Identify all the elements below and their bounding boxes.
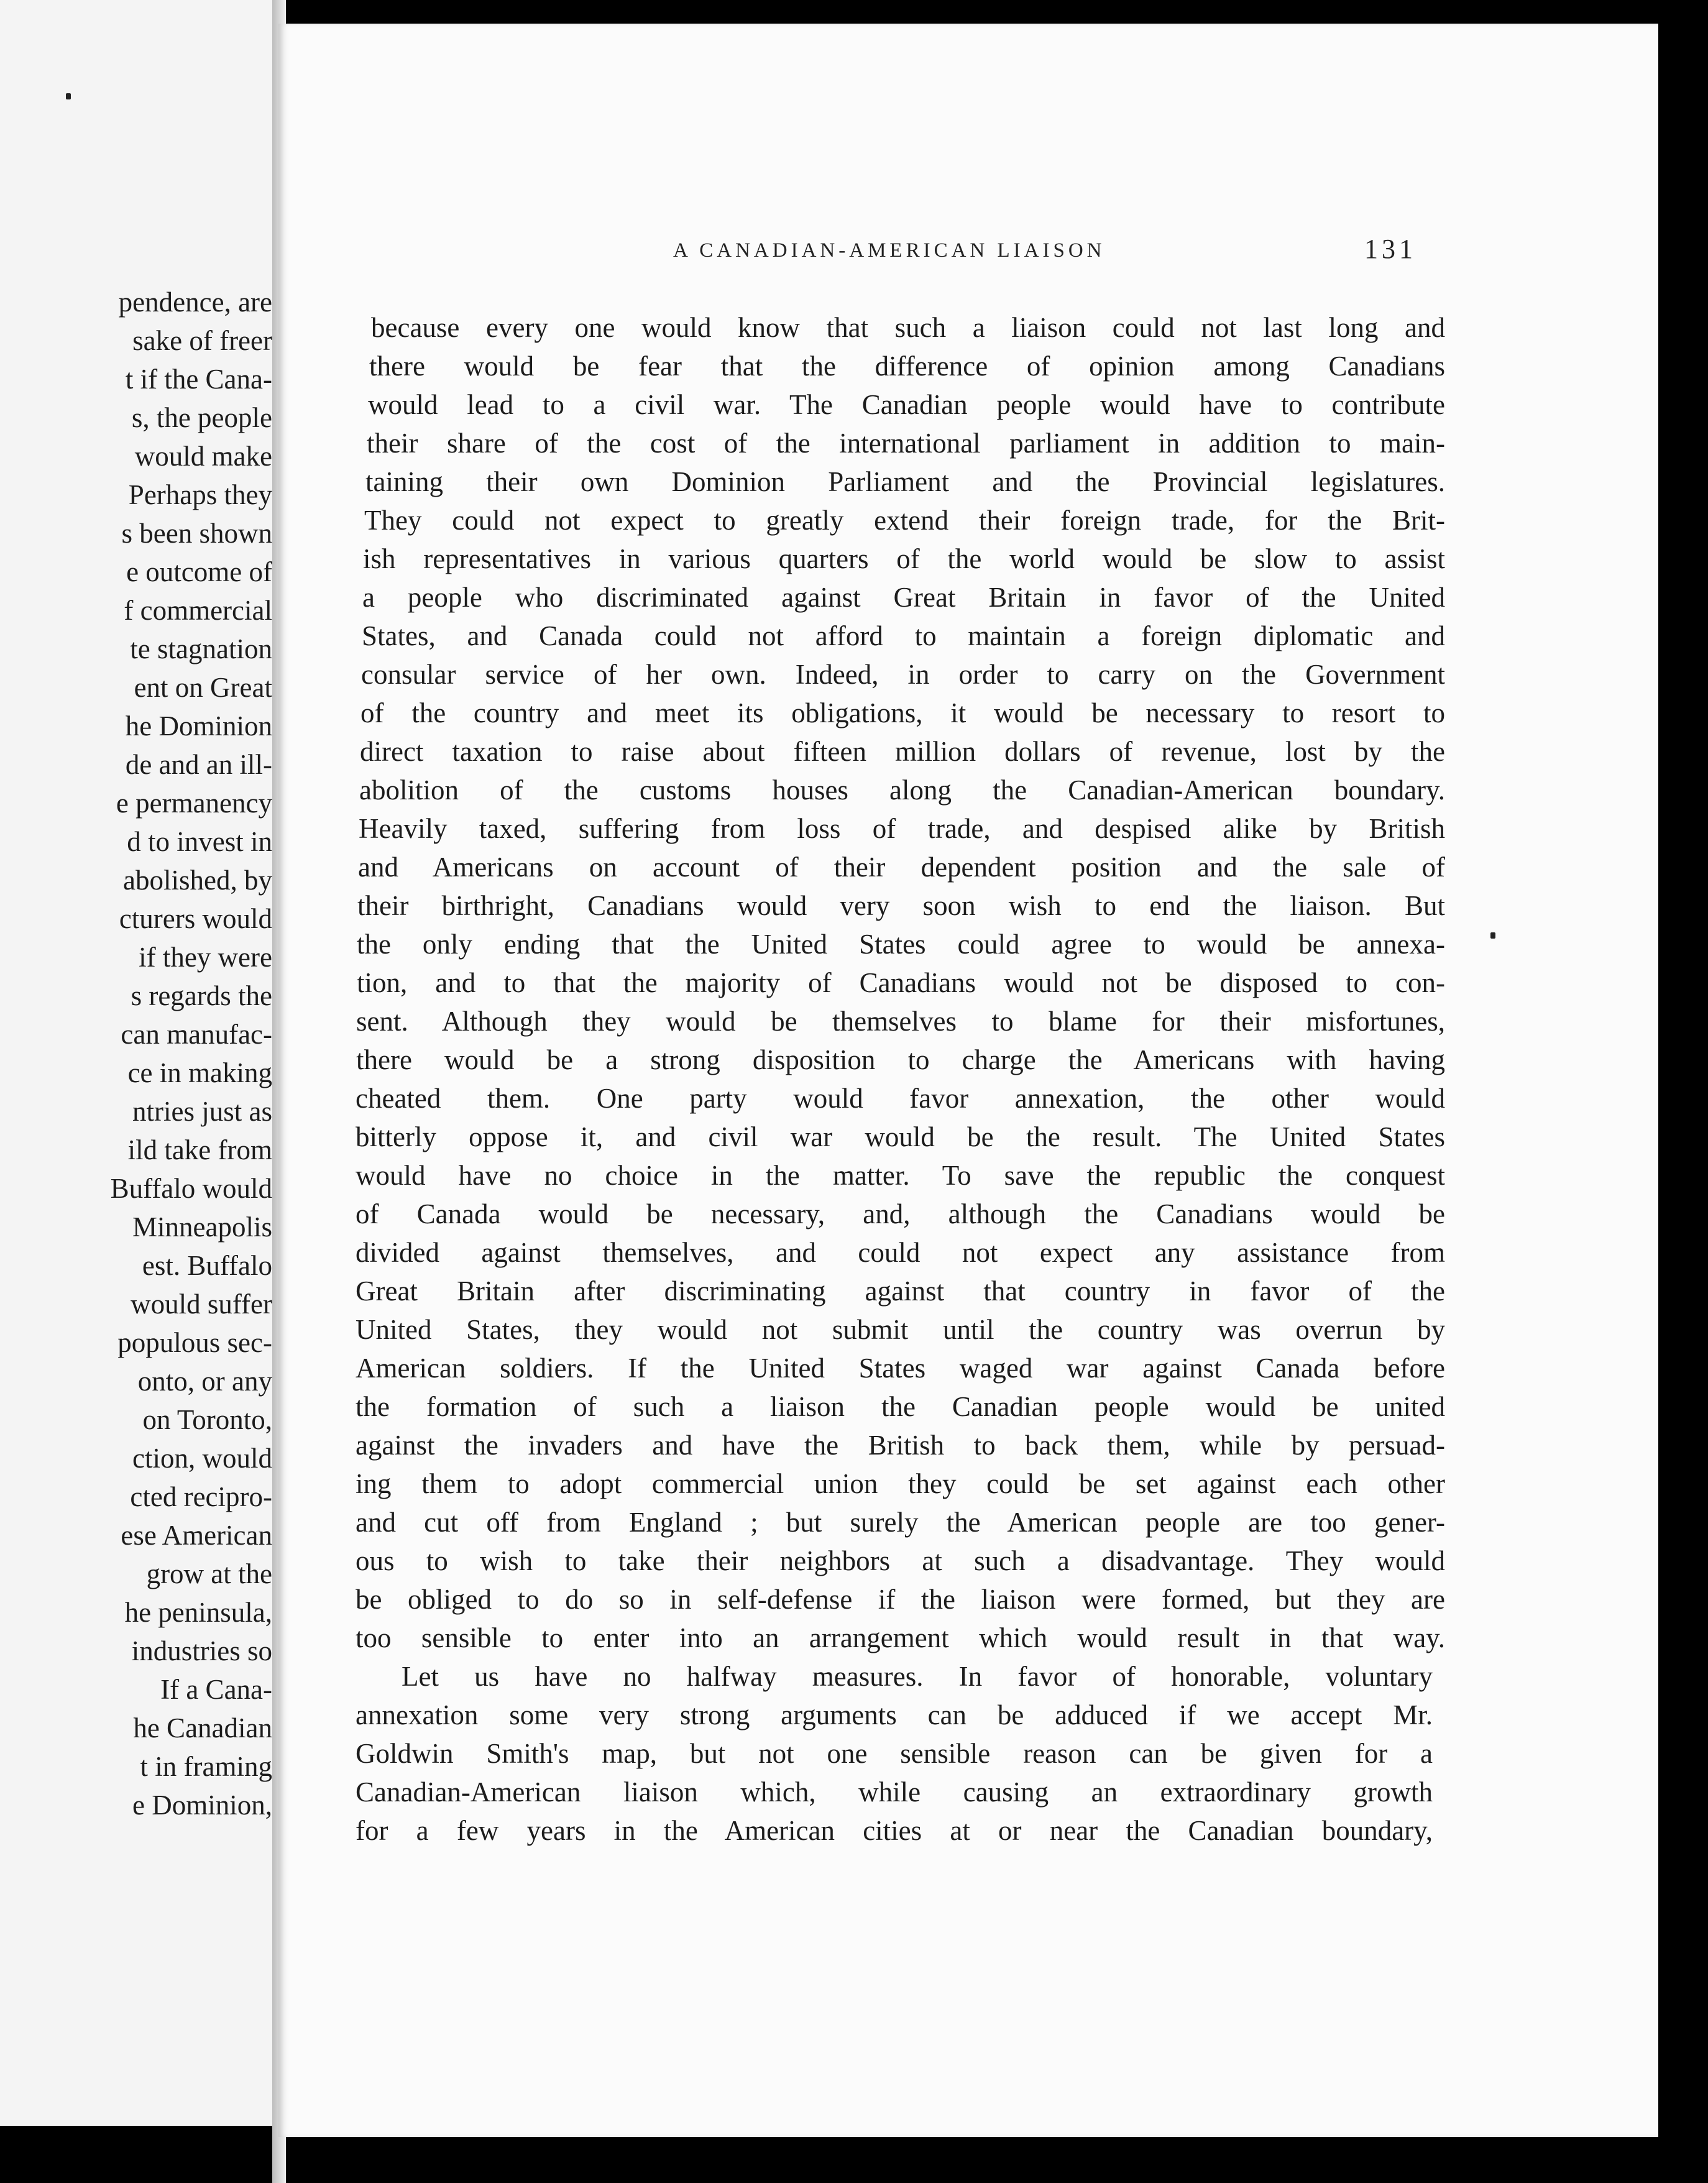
left-line-14: e permanency xyxy=(116,788,272,819)
left-page xyxy=(0,0,276,2126)
left-line-40: e Dominion, xyxy=(132,1790,272,1821)
text-line-38: Goldwin Smith's map, but not one sensible reason can be given for a xyxy=(356,1738,1433,1769)
left-line-26: est. Buffalo xyxy=(142,1250,272,1281)
text-line-28: American soldiers. If the United States waged war against Canada before xyxy=(356,1353,1445,1384)
text-line-18: tion, and to that the majority of Canadians would not be disposed to con- xyxy=(357,967,1445,998)
text-line-40: for a few years in the American cities at or near the Canadian boundary, xyxy=(356,1815,1433,1846)
left-line-33: ese American xyxy=(121,1520,272,1551)
ink-speck xyxy=(66,93,71,99)
text-line-14: Heavily taxed, suffering from loss of trade, and despised alike by British xyxy=(359,813,1445,844)
left-line-20: can manufac- xyxy=(121,1019,272,1050)
text-line-33: ous to wish to take their neighbors at such a disadvantage. They would xyxy=(356,1545,1445,1576)
left-line-29: onto, or any xyxy=(137,1366,272,1397)
text-line-11: of the country and meet its obligations, it would be necessary to resort to xyxy=(360,697,1445,728)
text-line-15: and Americans on account of their dependent position and the sale of xyxy=(358,852,1445,883)
text-line-17: the only ending that the United States could agree to would be annexa- xyxy=(357,929,1445,960)
text-line-5: taining their own Dominion Parliament and the Provincial legislatures. xyxy=(365,466,1445,497)
text-line-26: Great Britain after discriminating against that country in favor of the xyxy=(356,1275,1445,1307)
text-line-25: divided against themselves, and could not expect any assistance from xyxy=(356,1237,1445,1268)
text-line-19: sent. Although they would be themselves to blame for their misfortunes, xyxy=(356,1006,1445,1037)
text-line-22: bitterly oppose it, and civil war would be the result. The United States xyxy=(356,1121,1445,1152)
left-line-31: ction, would xyxy=(132,1443,272,1474)
text-line-20: there would be a strong disposition to charge the Americans with having xyxy=(356,1044,1445,1075)
text-line-21: cheated them. One party would favor annexation, the other would xyxy=(356,1083,1445,1114)
text-line-30: against the invaders and have the British to back them, while by persuad- xyxy=(356,1430,1445,1461)
text-line-1: because every one would know that such a liaison could not last long and xyxy=(371,312,1445,343)
left-line-1: pendence, are xyxy=(118,287,272,318)
text-line-37: annexation some very strong arguments can be adduced if we accept Mr. xyxy=(356,1699,1433,1730)
text-line-34: be obliged to do so in self-defense if the liaison were formed, but they are xyxy=(356,1584,1445,1615)
left-line-9: f commercial xyxy=(124,595,272,626)
left-line-5: would make xyxy=(134,441,272,472)
left-line-37: If a Cana- xyxy=(160,1674,272,1705)
left-line-2: sake of freer xyxy=(132,325,272,356)
left-line-7: s been shown xyxy=(121,518,272,549)
text-line-27: United States, they would not submit until the country was overrun by xyxy=(356,1314,1445,1345)
text-line-29: the formation of such a liaison the Canadian people would be united xyxy=(356,1391,1445,1422)
text-line-32: and cut off from England ; but surely the American people are too gener- xyxy=(356,1507,1445,1538)
left-line-8: e outcome of xyxy=(126,556,272,587)
left-line-13: de and an ill- xyxy=(125,749,272,780)
left-line-36: industries so xyxy=(131,1635,272,1666)
left-line-11: ent on Great xyxy=(134,672,272,703)
scan-edge xyxy=(1658,0,1708,2183)
text-line-39: Canadian-American liaison which, while causing an extraordinary growth xyxy=(356,1776,1433,1808)
text-line-2: there would be fear that the difference of opinion among Canadians xyxy=(369,351,1445,382)
left-line-4: s, the people xyxy=(131,402,272,433)
left-line-28: populous sec- xyxy=(117,1327,272,1358)
text-line-16: their birthright, Canadians would very soon wish to end the liaison. But xyxy=(357,890,1445,921)
text-line-9: States, and Canada could not afford to maintain a foreign diplomatic and xyxy=(362,620,1445,651)
text-line-24: of Canada would be necessary, and, although the Canadians would be xyxy=(356,1198,1445,1229)
page-number: 131 xyxy=(1364,234,1416,264)
left-line-35: he peninsula, xyxy=(124,1597,272,1628)
left-line-19: s regards the xyxy=(131,980,272,1011)
left-line-18: if they were xyxy=(139,942,272,973)
left-line-30: on Toronto, xyxy=(142,1404,272,1435)
left-line-38: he Canadian xyxy=(133,1712,272,1744)
text-line-35: too sensible to enter into an arrangement which would result in that way. xyxy=(356,1622,1445,1653)
left-line-27: would suffer xyxy=(131,1289,272,1320)
left-line-12: he Dominion xyxy=(125,710,272,742)
text-line-3: would lead to a civil war. The Canadian people would have to contribute xyxy=(368,389,1445,420)
text-line-6: They could not expect to greatly extend their foreign trade, for the Brit- xyxy=(364,505,1445,536)
running-head: A CANADIAN-AMERICAN LIAISON xyxy=(673,239,1106,262)
text-line-23: would have no choice in the matter. To save the republic the conquest xyxy=(356,1160,1445,1191)
left-line-17: cturers would xyxy=(119,903,272,934)
text-line-31: ing them to adopt commercial union they could be set against each other xyxy=(356,1468,1445,1499)
left-line-3: t if the Cana- xyxy=(125,364,272,395)
left-line-24: Buffalo would xyxy=(110,1173,272,1204)
left-line-23: ild take from xyxy=(127,1134,272,1165)
left-line-15: d to invest in xyxy=(127,826,272,857)
left-line-10: te stagnation xyxy=(130,633,272,664)
left-line-39: t in framing xyxy=(140,1751,272,1782)
text-line-12: direct taxation to raise about fifteen million dollars of revenue, lost by the xyxy=(360,736,1445,767)
left-line-34: grow at the xyxy=(146,1558,272,1589)
ink-speck xyxy=(1490,932,1495,939)
text-line-8: a people who discriminated against Great Britain in favor of the United xyxy=(362,582,1445,613)
left-line-22: ntries just as xyxy=(132,1096,272,1127)
text-line-7: ish representatives in various quarters of the world would be slow to assist xyxy=(363,543,1445,574)
left-line-16: abolished, by xyxy=(123,865,272,896)
left-line-32: cted recipro- xyxy=(130,1481,272,1512)
left-line-25: Minneapolis xyxy=(132,1211,272,1243)
left-line-21: ce in making xyxy=(127,1057,272,1088)
left-line-6: Perhaps they xyxy=(128,479,272,510)
text-line-36: Let us have no halfway measures. In favor of honorable, voluntary xyxy=(402,1661,1433,1692)
text-line-4: their share of the cost of the international parliament in addition to main- xyxy=(367,428,1445,459)
text-line-10: consular service of her own. Indeed, in order to carry on the Government xyxy=(361,659,1445,690)
text-line-13: abolition of the customs houses along the Canadian-American boundary. xyxy=(359,774,1445,806)
